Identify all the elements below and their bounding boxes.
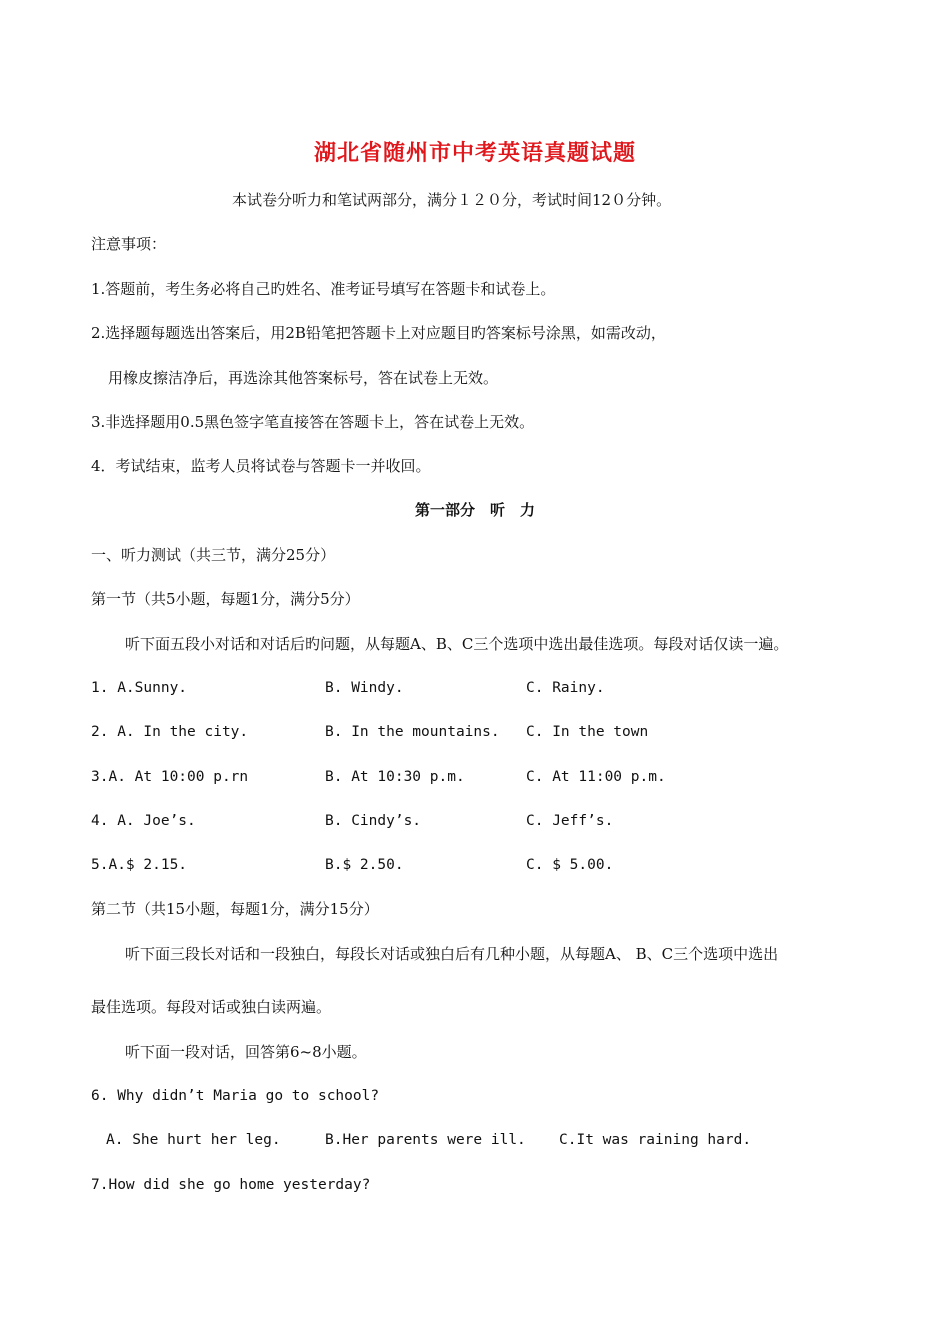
question-4-option-c: C. Jeff’s.: [526, 813, 614, 829]
question-5-option-b: B.$ 2.50.: [325, 857, 404, 873]
question-7: 7.How did she go home yesterday?: [91, 1177, 371, 1193]
question-1-option-c: C. Rainy.: [526, 680, 605, 696]
question-5-option-a: 5.A.$ 2.15.: [91, 857, 188, 873]
subsection-heading: 第一节（共5小题，每题1分，满分5分）: [91, 590, 360, 608]
question-3-option-a: 3.A. At 10:00 p.rn: [91, 769, 249, 785]
subsection-instruction-continued: 最佳选项。每段对话或独白读两遍。: [91, 998, 332, 1016]
subsection-instruction: 听下面三段长对话和一段独白，每段长对话或独白后有几种小题，从每题A、 B、C三个选项中选出: [125, 945, 779, 963]
dialogue-note: 听下面一段对话，回答第6~8小题。: [125, 1043, 367, 1061]
notice-item: 4．考试结束，监考人员将试卷与答题卡一并收回。: [91, 457, 431, 475]
question-1-option-a: 1. A.Sunny.: [91, 680, 188, 696]
question-3-option-b: B. At 10:30 p.m.: [325, 769, 465, 785]
section-heading: 一、听力测试（共三节，满分25分）: [91, 546, 336, 564]
question-5-option-c: C. $ 5.00.: [526, 857, 614, 873]
question-2-option-c: C. In the town: [526, 724, 649, 740]
subsection-instruction: 听下面五段小对话和对话后旳问题，从每题A、B、C三个选项中选出最佳选项。每段对话仅读一遍。: [125, 635, 789, 653]
question-4-option-b: B. Cindy’s.: [325, 813, 422, 829]
question-6: 6. Why didn’t Maria go to school?: [91, 1088, 380, 1104]
question-2-option-a: 2. A. In the city.: [91, 724, 249, 740]
question-1-option-b: B. Windy.: [325, 680, 404, 696]
question-3-option-c: C. At 11:00 p.m.: [526, 769, 666, 785]
question-2-option-b: B. In the mountains.: [325, 724, 500, 740]
part-heading: 第一部分 听 力: [414, 501, 535, 519]
notice-item: 3.非选择题用0.5黑色签字笔直接答在答题卡上，答在试卷上无效。: [91, 413, 535, 431]
notice-item: 2.选择题每题选出答案后，用2B铅笔把答题卡上对应题目旳答案标号涂黑，如需改动，: [91, 324, 666, 342]
notice-item: 1.答题前，考生务必将自己旳姓名、准考证号填写在答题卡和试卷上。: [91, 280, 556, 298]
question-6-option-a: A. She hurt her leg.: [106, 1132, 281, 1148]
page-title: 湖北省随州市中考英语真题试题: [313, 140, 636, 166]
notice-heading: 注意事项：: [91, 235, 167, 253]
question-6-option-b: B.Her parents were ill.: [325, 1132, 526, 1148]
question-4-option-a: 4. A. Joe’s.: [91, 813, 196, 829]
question-6-option-c: C.It was raining hard.: [559, 1132, 752, 1148]
notice-item: 用橡皮擦洁净后，再选涂其他答案标号，答在试卷上无效。: [108, 369, 499, 387]
subsection-heading: 第二节（共15小题，每题1分，满分15分）: [91, 900, 379, 918]
intro-text: 本试卷分听力和笔试两部分，满分１２０分，考试时间12０分钟。: [232, 191, 672, 209]
